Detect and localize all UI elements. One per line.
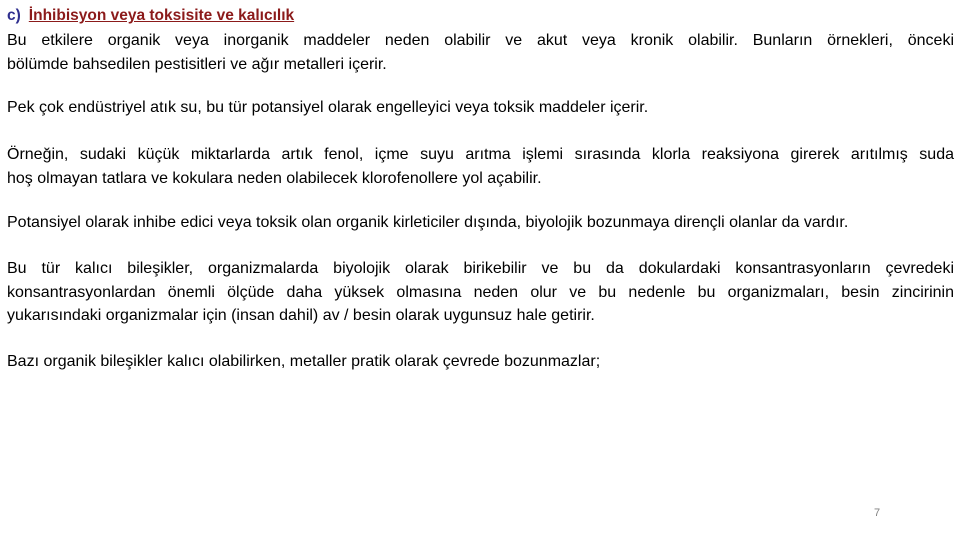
section-heading [7, 6, 294, 26]
paragraph-line: Pek çok endüstriyel atık su, bu tür potansiyel olarak engelleyici veya toksik maddeler içerir. [7, 99, 649, 116]
paragraph-line: konsantrasyonlardan önemli ölçüde daha yüksek olmasına neden olur ve bu nedenle bu organizmaları, besin zincirinin [7, 283, 954, 301]
paragraph-bioaccumulation [7, 257, 954, 328]
paragraph-line: Bazı organik bileşikler kalıcı olabilirken, metaller pratik olarak çevrede bozunmazlar; [7, 353, 601, 370]
paragraph-line: Örneğin, sudaki küçük miktarlarda artık fenol, içme suyu arıtma işlemi sırasında klorla reaksiyona girerek arıtılmış suda [7, 146, 954, 163]
paragraph-line: bölümde bahsedilen pestisitleri ve ağır metalleri içerir. [7, 55, 387, 73]
paragraph-resistant-pollutants [7, 211, 954, 235]
page-number: 7 [874, 507, 881, 519]
heading-prefix: c) [7, 7, 21, 24]
paragraph-line: Bu etkilere organik veya inorganik maddeler neden olabilir ve akut veya kronik olabilir. Bunların örnekleri, önceki [7, 32, 954, 49]
paragraph-line: yukarısındaki organizmalar için (insan dahil) av / besin olarak uygunsuz hale getirir. [7, 307, 595, 324]
paragraph-effects [7, 29, 954, 76]
paragraph-industrial-wastewater [7, 96, 954, 120]
paragraph-persistent-compounds [7, 350, 954, 374]
paragraph-line: hoş olmayan tatlara ve kokulara neden olabilecek klorofenollere yol açabilir. [7, 169, 542, 187]
paragraph-line: Potansiyel olarak inhibe edici veya toksik olan organik kirleticiler dışında, biyolojik bozunmaya dirençli olanlar da vardır. [7, 214, 849, 231]
heading-title: İnhibisyon veya toksisite ve kalıcılık [28, 7, 295, 24]
paragraph-phenol-example [7, 143, 954, 190]
paragraph-line: Bu tür kalıcı bileşikler, organizmalarda biyolojik olarak birikebilir ve bu da dokulardaki konsantrasyonların çevredeki [7, 260, 954, 277]
